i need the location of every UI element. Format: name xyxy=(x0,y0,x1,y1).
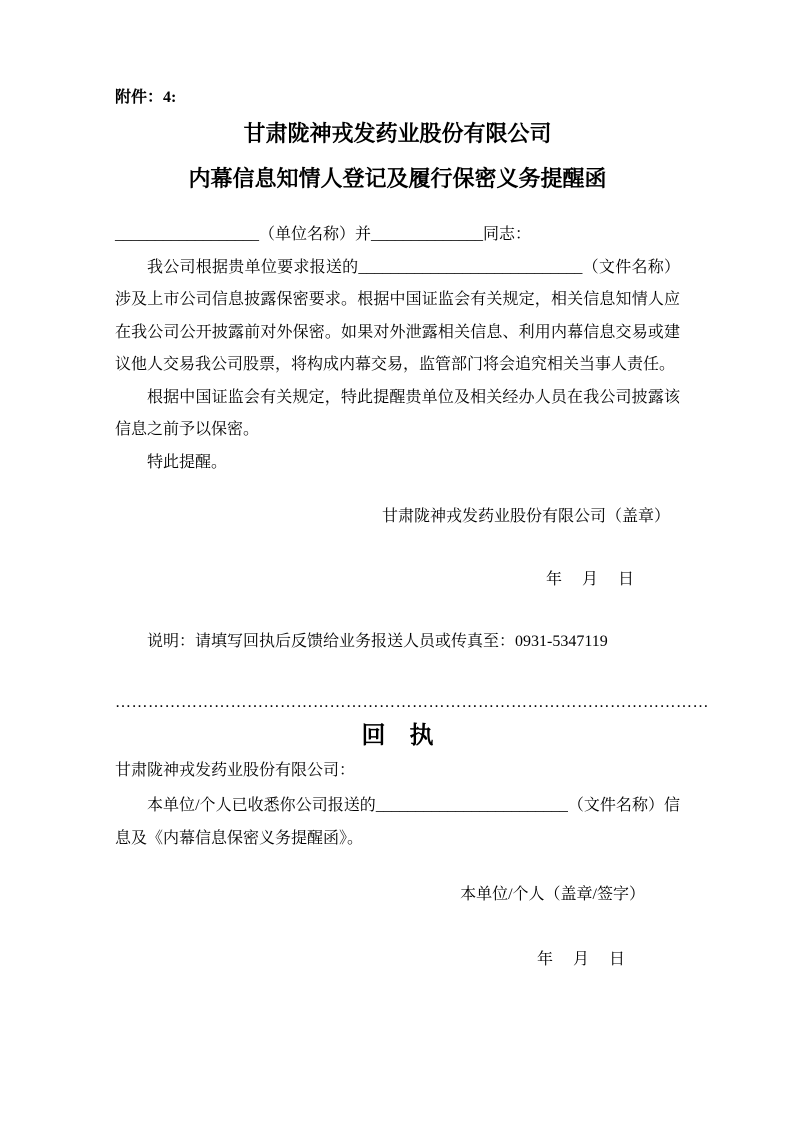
letter-paragraph-1: 我公司根据贵单位要求报送的____________________________（文件名称）涉及上市公司信息披露保密要求。根据中国证监会有关规定，相关信息知情人应在我公司公开披露前对外保密。如果对外泄露相关信息、利用内幕信息交易或建议他人交易我公司股票，将构成内幕交易，监管部门将会追究相关当事人责任。 xyxy=(115,258,680,373)
document-title: 甘肃陇神戎发药业股份有限公司 xyxy=(243,121,552,146)
receipt-heading: 回 执 xyxy=(361,723,434,749)
document-subtitle: 内幕信息知情人登记及履行保密义务提醒函 xyxy=(188,166,607,191)
attachment-label: 附件：4: xyxy=(115,89,177,106)
receipt-addressee: 甘肃陇神戎发药业股份有限公司： xyxy=(115,762,356,779)
note-line: 说明：请填写回执后反馈给业务报送人员或传真至：0931-5347119 xyxy=(147,633,608,650)
letter-body xyxy=(115,219,680,479)
letter-signature-date: 年 月 日 xyxy=(545,571,634,588)
receipt-body xyxy=(115,789,680,855)
letter-signature-company: 甘肃陇神戎发药业股份有限公司（盖章） xyxy=(381,508,670,525)
salutation-line: __________________（单位名称）并______________同志： xyxy=(115,226,532,243)
receipt-signature: 本单位/个人（盖章/签字） xyxy=(460,886,645,903)
receipt-date: 年 月 日 xyxy=(536,951,625,968)
letter-paragraph-2: 根据中国证监会有关规定，特此提醒贵单位及相关经办人员在我公司披露该信息之前予以保密。 xyxy=(115,388,680,438)
dotted-divider: ……………………………………………………………………………………………… xyxy=(115,694,709,711)
letter-paragraph-3: 特此提醒。 xyxy=(147,453,228,471)
receipt-body-paragraph: 本单位/个人已收悉你公司报送的________________________（文件名称）信息及《内幕信息保密义务提醒函》。 xyxy=(115,797,680,847)
